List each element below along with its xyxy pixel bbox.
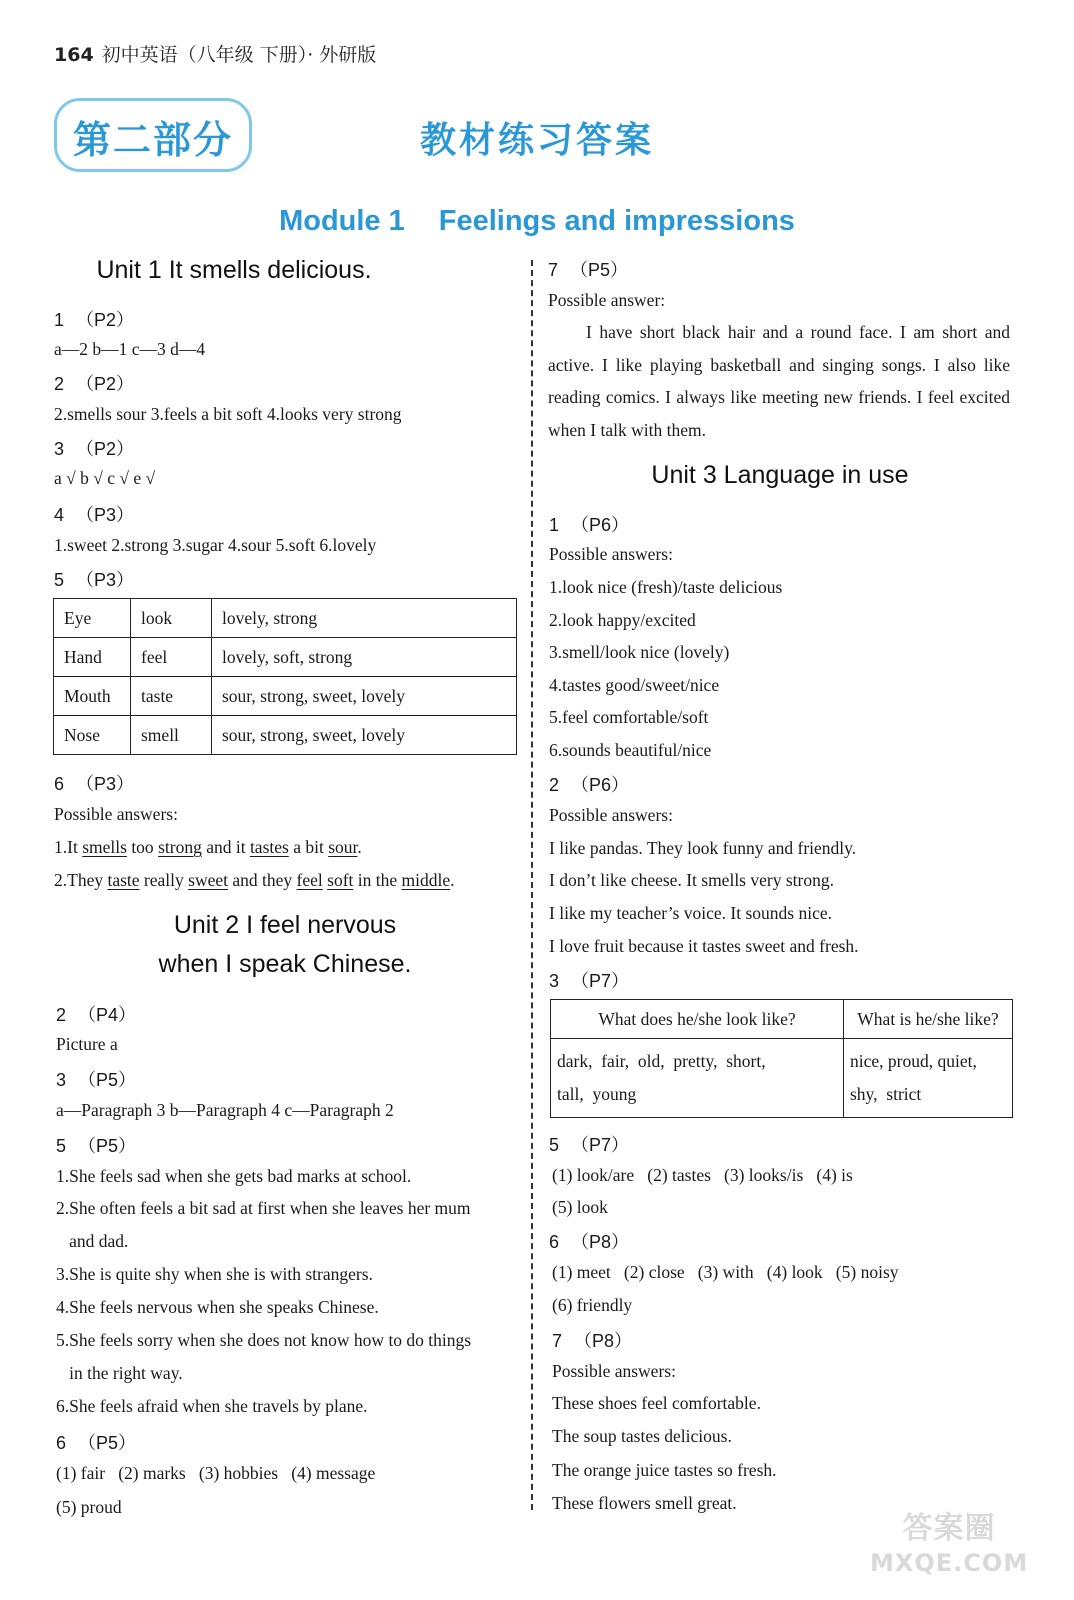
u1-q5-heading: 5 （P3） [54, 570, 135, 590]
table-row [54, 638, 517, 677]
u1-q1-answer: a—2 b—1 c—3 d—4 [54, 339, 206, 359]
u2-q5-line: in the right way. [56, 1363, 183, 1383]
u2-q6-answer-line2: (5) proud [56, 1497, 122, 1517]
u3-q7-line: The orange juice tastes so fresh. [552, 1460, 777, 1480]
u3-q2-line: I love fruit because it tastes sweet and fresh. [549, 936, 859, 956]
u1-q3-answer: a √ b √ c √ e √ [54, 468, 156, 488]
u3-q1-heading: 1 （P6） [549, 515, 630, 535]
u3-q2-intro: Possible answers: [549, 805, 673, 825]
u1-q6-sentence1: 1.It smells too strong and it tastes a bit sour. [54, 837, 362, 857]
u3-q2-line: I like my teacher’s voice. It sounds nice. [549, 903, 832, 923]
u3-q6-answer-line1: (1) meet (2) close (3) with (4) look (5) noisy [552, 1262, 899, 1282]
u3-q7-line: These shoes feel comfortable. [552, 1393, 761, 1413]
u3-q1-line: 6.sounds beautiful/nice [549, 740, 712, 760]
unit2-title-line2: when I speak Chinese. [158, 950, 412, 978]
u3-q5-answer-line2: (5) look [552, 1197, 608, 1217]
u1-q3-heading: 3 （P2） [54, 439, 135, 459]
u3-q1-line: 5.feel comfortable/soft [549, 707, 709, 727]
u3-q6-answer-line2: (6) friendly [552, 1295, 633, 1315]
part-label: 第二部分 [72, 118, 233, 162]
u2-q5-line: 2.She often feels a bit sad at first when she leaves her mum [56, 1198, 471, 1218]
table-cell: smell [131, 716, 212, 755]
u1-q6-heading: 6 （P3） [54, 774, 135, 794]
u3-q5-answer-line1: (1) look/are (2) tastes (3) looks/is (4) is [552, 1165, 853, 1185]
u2-q2-answer: Picture a [56, 1034, 118, 1054]
part-title: 教材练习答案 [420, 120, 655, 161]
u1-q6-intro: Possible answers: [54, 804, 178, 824]
module-name: Feelings and impressions [438, 205, 795, 237]
page-header [54, 40, 376, 67]
module-title [0, 205, 1074, 238]
u3-q1-line: 2.look happy/excited [549, 610, 696, 630]
u3-q1-line: 1.look nice (fresh)/taste delicious [549, 577, 783, 597]
table-cell: Eye [54, 599, 131, 638]
u1-q6-sentence2: 2.They taste really sweet and they feel soft in the middle. [54, 870, 455, 890]
table-cell: Hand [54, 638, 131, 677]
table-row [54, 677, 517, 716]
book-title: 初中英语（八年级 下册）· 外研版 [101, 44, 377, 66]
table-cell: taste [131, 677, 212, 716]
table-cell: feel [131, 638, 212, 677]
u3-q2-heading: 2 （P6） [549, 775, 630, 795]
u3-q6-heading: 6 （P8） [549, 1232, 630, 1252]
u2-q3-heading: 3 （P5） [56, 1070, 137, 1090]
u1-q2-answer: 2.smells sour 3.feels a bit soft 4.looks very strong [54, 404, 402, 424]
u2-q5-line: 5.She feels sorry when she does not know how to do things [56, 1330, 472, 1350]
u3-q7-line: The soup tastes delicious. [552, 1426, 732, 1446]
u3-q7-line: These flowers smell great. [552, 1493, 737, 1513]
table-cell: dark, fair, old, pretty, short, tall, young [551, 1039, 844, 1118]
u2-q5-line: 4.She feels nervous when she speaks Chinese. [56, 1297, 379, 1317]
u1-q2-heading: 2 （P2） [54, 374, 135, 394]
unit1-title: Unit 1 It smells delicious. [96, 256, 372, 284]
column-divider [531, 260, 533, 1510]
u2-q3-answer: a—Paragraph 3 b—Paragraph 4 c—Paragraph 2 [56, 1100, 394, 1120]
u1-q1-heading: 1 （P2） [54, 310, 135, 330]
table-cell: nice, proud, quiet, shy, strict [844, 1039, 1013, 1118]
table-cell: Nose [54, 716, 131, 755]
u2-q5-line: 6.She feels afraid when she travels by plane. [56, 1396, 368, 1416]
table-cell: sour, strong, sweet, lovely [212, 716, 517, 755]
table-row [551, 1039, 1013, 1118]
page-number: 164 [54, 44, 94, 66]
table-header-cell: What is he/she like? [844, 1000, 1013, 1039]
u1-q4-answer: 1.sweet 2.strong 3.sugar 4.sour 5.soft 6.lovely [54, 535, 377, 555]
u2-q6-answer-line1: (1) fair (2) marks (3) hobbies (4) message [56, 1463, 376, 1483]
u2-q7-intro: Possible answer: [548, 290, 666, 310]
u1-q4-heading: 4 （P3） [54, 505, 135, 525]
u2-q6-heading: 6 （P5） [56, 1433, 137, 1453]
u2-q7-heading: 7 （P5） [548, 260, 629, 280]
table-cell: Mouth [54, 677, 131, 716]
part-badge [54, 98, 252, 172]
u2-q7-paragraph: I have short black hair and a round face. I am short and active. I like playing basketball and singing songs. I also like reading comics. I always like meeting new friends. I feel excited when I talk with them. [548, 322, 1010, 440]
u3-q5-heading: 5 （P7） [549, 1135, 630, 1155]
unit2-title-line1: Unit 2 I feel nervous [173, 911, 397, 939]
u2-q2-heading: 2 （P4） [56, 1005, 137, 1025]
u2-q5-line: and dad. [56, 1231, 129, 1251]
u3-q7-heading: 7 （P8） [552, 1331, 633, 1351]
table-row [54, 716, 517, 755]
u3-q1-intro: Possible answers: [549, 544, 673, 564]
table-cell: look [131, 599, 212, 638]
u3-q1-line: 4.tastes good/sweet/nice [549, 675, 720, 695]
u3-q2-line: I like pandas. They look funny and friendly. [549, 838, 857, 858]
table-header-cell: What does he/she look like? [551, 1000, 844, 1039]
table-cell: lovely, strong [212, 599, 517, 638]
table-cell: sour, strong, sweet, lovely [212, 677, 517, 716]
u2-q5-line: 3.She is quite shy when she is with strangers. [56, 1264, 373, 1284]
description-table [550, 999, 1013, 1118]
u2-q5-line: 1.She feels sad when she gets bad marks at school. [56, 1166, 412, 1186]
table-row [54, 599, 517, 638]
unit3-title: Unit 3 Language in use [651, 461, 909, 489]
module-number: Module 1 [279, 205, 405, 237]
u3-q7-intro: Possible answers: [552, 1361, 676, 1381]
table-cell: lovely, soft, strong [212, 638, 517, 677]
u3-q1-line: 3.smell/look nice (lovely) [549, 642, 730, 662]
table-row [551, 1000, 1013, 1039]
watermark-logo [870, 1512, 1028, 1580]
u3-q3-heading: 3 （P7） [549, 971, 630, 991]
u2-q5-heading: 5 （P5） [56, 1136, 137, 1156]
sense-table [53, 598, 517, 755]
watermark-line1: 答案圈 [902, 1511, 996, 1546]
u3-q2-line: I don’t like cheese. It smells very strong. [549, 870, 834, 890]
watermark-line2: MXQE.COM [870, 1549, 1029, 1577]
